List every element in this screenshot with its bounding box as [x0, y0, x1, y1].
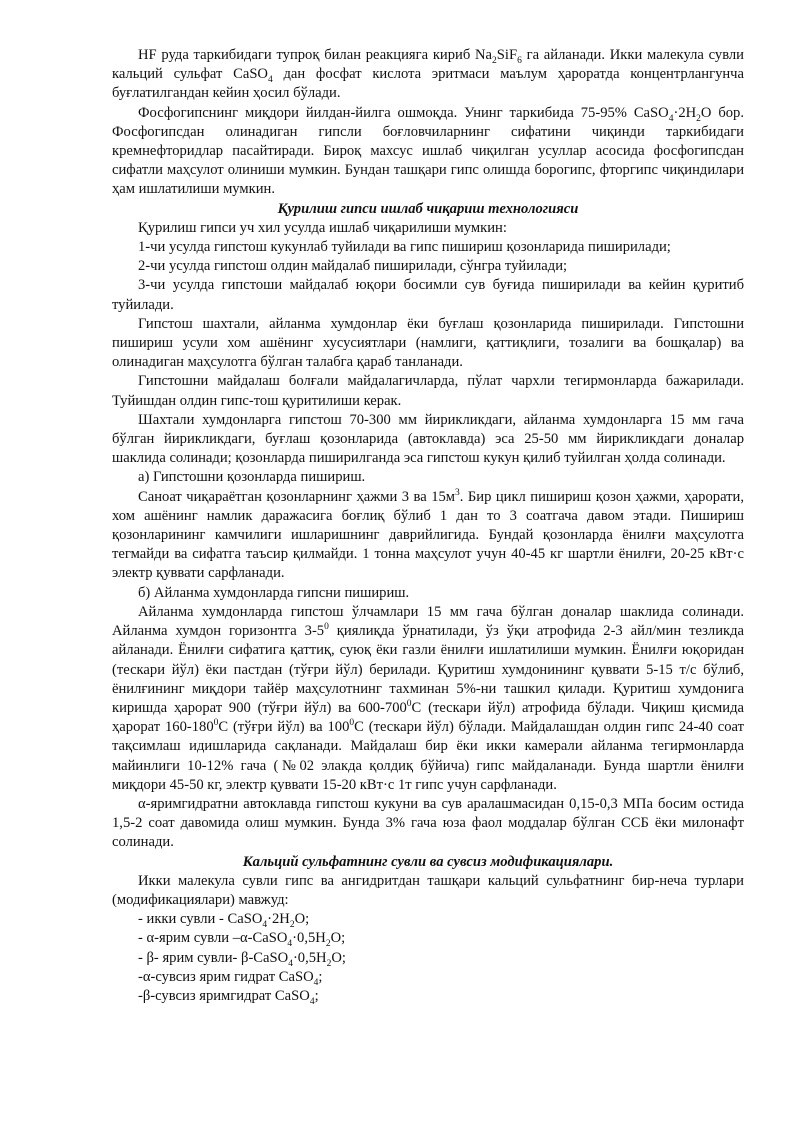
text-run: . Бир цикл пишириш қозон ҳажми, ҳарорати, хом ашёнинг намлик даражасига боғлиқ бўлиб 1 дан то 3 соатгача давом этади. Пишириш қозонларининг камчилиги ишларишнинг даврийлигида. Бундай қозонларда ёнилғи маҳсулотга тегмайди ва сифатга таъсир қилмайди. 1 тонна маҳсулот учун 40-45 кг шартли ёнилғи, 20-25 кВт·с электр қуввати сарфланади. — [112, 488, 745, 582]
list-item: - икки сувли - $CaSO_4\cdot 2H_2O$; — [138, 911, 310, 931]
paragraph-kilns: Гипстош шахтали, айланма хумдонлар ёки буғлаш қозонларида пиширилади. Гипстошни пишириш усули хом ашёнинг хусусиятлари (намлиги, қаттиқлиги, тозалиги ва бошқалар) ва олинадиган маҳсулотга бўлган талабга қараб танланади. — [112, 315, 744, 371]
text-run: ·2H — [673, 104, 697, 121]
text-run: С (тескари йўл) атрофида бўлади. Чиқиш қисмида ҳарорат 160-180 — [112, 699, 744, 736]
text-run: O бор. Фосфогипсдан олинадиган гипсли боғловчиларнинг сифатини чиқинди таркибидаги кремнефторидлар пасайтиради. Бироқ махсус ишлаб чиқилган усуллар асосида фосфогипсдан сифатли маҳсулот олиниши мумкин. Бундан ташқари гипс олишда борогипс, фторгипс чиқиндилари ҳам ишлатилиши мумкин. — [112, 104, 744, 198]
paragraph-grinding: Гипстошни майдалаш болғали майдалагичларда, пўлат чархли тегирмонларда бажарилади. Туйишдан олдин гипс-тош қуритилиши керак. — [112, 373, 744, 409]
text-run: С (тескари йўл) бўлади. Майдалашдан олдин гипс 24-40 соат тақсимлаш идишларида сақланади. Майдалаш бир ёки икки камерали айланма тегирмонларда майинлиги 10-12% гача (№02 элакда қолдиқ бўйича) гипс майдаланади. Бунда шартли ёнилғи миқдори 45-50 кг, электр қуввати 15-20 кВт·с 1т гипс учун сарфланади. — [112, 719, 744, 793]
paragraph-phosphogypsum — [112, 104, 744, 200]
subscript: 4 — [267, 75, 273, 86]
text-run: HF руда таркибидаги тупроқ билан реакцияга кириб Na — [138, 47, 493, 63]
paragraph-rotary-kiln-details — [112, 603, 744, 795]
text-run: дан фосфат кислота эритмаси маълум ҳароратда концентрлангунча буғлатилгандан кейин ҳосил бўлади. — [112, 66, 744, 102]
text-run: Саноат чиқараётган қозонларнинг ҳажми 3 ва 15м — [138, 488, 456, 505]
list-item: -α-сувсиз ярим гидрат CaSO$_4$; — [138, 968, 323, 988]
superscript: 0 — [349, 718, 355, 729]
paragraph-alpha-hemihydrate: α-яримгидратни автоклавда гипстош кукуни ва сув аралашмасидан 0,15-0,3 МПа босим остида 1,5-2 соат давомида олиш мумкин. Бунда 3% гача юза фаол моддалар бўлган ССБ ёки милонафт солинади. — [112, 795, 744, 851]
paragraph-method-3: 3-чи усулда гипстоши майдалаб юқори босимли сув буғида пиширилади ва кейин қуритиб туйилади. — [112, 277, 744, 313]
section-heading-modifications: Кальций сульфатнинг сувли ва сувсиз модификациялари. — [242, 853, 614, 870]
list-item: - β- ярим сувли- $\beta-CaSO_4\cdot 0,5H_2O$; — [138, 949, 346, 969]
subscript: 2 — [492, 55, 497, 66]
paragraph-modifications-intro: Икки малекула сувли гипс ва ангидритдан ташқари кальций сульфатнинг бир-неча турлари (модификациялари) мавжуд: — [112, 872, 744, 908]
superscript: 0 — [213, 718, 219, 729]
paragraph-methods-intro: Қурилиш гипси уч хил усулда ишлаб чиқарилиши мумкин: — [138, 219, 507, 236]
subscript: 6 — [517, 55, 522, 66]
subheading-kettles: а) Гипстошни қозонларда пишириш. — [138, 469, 366, 486]
subheading-rotary-kilns: б) Айланма хумдонларда гипсни пишириш. — [138, 584, 410, 601]
subscript: 4 — [668, 113, 674, 124]
superscript: 0 — [324, 622, 329, 633]
superscript: 0 — [406, 699, 412, 710]
list-item: - α-ярим сувли $-\alpha-CaSO_4\cdot 0,5H_2O$; — [138, 930, 346, 950]
text-run: қиялиқда ўрнатилади, ўз ўқи атрофида 2-3 айл/мин тезликда айланади. Ёнилғи сифатига қаттиқ, суюқ ёки газли ёнилғи ишлатилиши мумкин. Ёнилғи юқоридан (тескари йўл) ёки пастдан (тўғри йўл) берилади. Қуритиш хумдонининг қуввати 5-15 т/с бўлиб, ёнилғининг миқдори тайёр маҳсулотнинг тахминан 5%-ни ташкил қилади. Қуритиш хумдонига киришда ҳарорат 900 (тўғри йўл) ва 600-700 — [112, 623, 744, 716]
paragraph-hf-reaction — [112, 46, 744, 104]
section-heading-technology: Қурилиш гипси ишлаб чиқариш технологияси — [277, 200, 579, 217]
paragraph-method-2: 2-чи усулда гипстош олдин майдалаб пиширилади, сўнгра туйилади; — [138, 258, 568, 275]
list-item: -β-сувсиз яримгидрат CaSO$_4$; — [138, 987, 319, 1007]
paragraph-kettle-volume — [112, 488, 744, 584]
paragraph-method-1: 1-чи усулда гипстош кукунлаб туйилади ва гипс пишириш қозонларида пиширилади; — [138, 239, 671, 256]
paragraph-grain-sizes: Шахтали хумдонларга гипстош 70-300 мм йирикликдаги, айланма хумдонларга 15 мм гача бўлган йирикликдаги, буғлаш қозонларида (автоклавда) эса 25-50 мм йирикликдаги доналар шаклида солинади; қозонларда пиширилганда эса гипстош кукун қилиб туйилган ҳолда солинади. — [112, 411, 744, 467]
text-run: Фосфогипснинг миқдори йилдан-йилга ошмоқда. Унинг таркибида 75-95% CaSO — [138, 104, 669, 121]
text-run: Айланма хумдонларда гипстош ўлчамлари 15 мм гача бўлган доналар шаклида солинади. Айланма хумдон горизонтга 3-5 — [112, 603, 744, 640]
superscript: 3 — [455, 487, 460, 498]
text-run: С (тўғри йўл) ва 100 — [218, 719, 350, 736]
text-run: га айланади. Икки малекула сувли кальций сульфат CaSO — [112, 47, 744, 83]
subscript: 2 — [696, 113, 701, 124]
text-run: SiF — [496, 47, 518, 63]
